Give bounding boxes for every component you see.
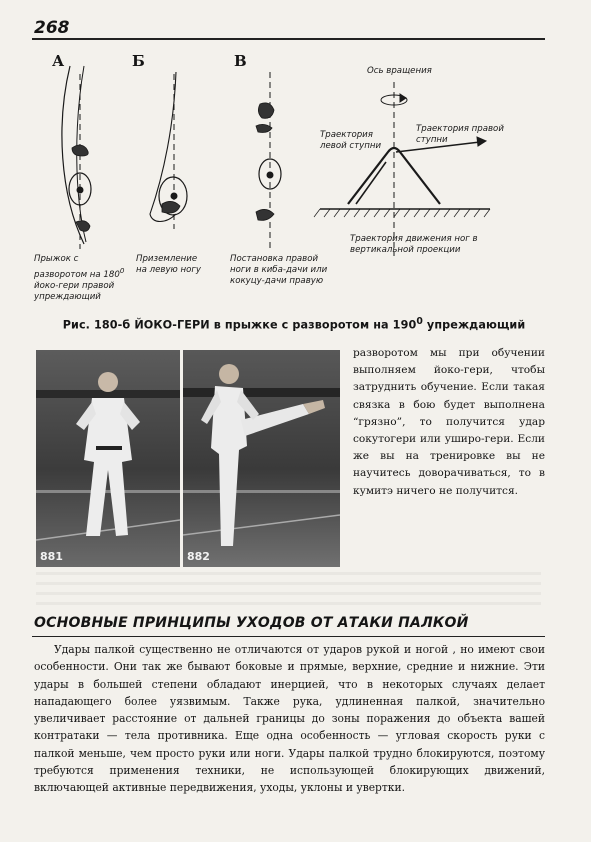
panel-b-caption xyxy=(136,254,232,276)
right-foot-trajectory-label xyxy=(416,124,504,146)
karate-stance-photo xyxy=(36,350,180,567)
rotation-axis-label: Ось вращения xyxy=(367,66,432,76)
panel-a-caption-text: разворотом на 180 xyxy=(34,269,120,280)
panel-b-caption-line: Приземление xyxy=(136,254,198,264)
panel-b-diagram xyxy=(150,72,187,229)
panel-a-caption xyxy=(34,254,130,303)
left-foot-trajectory-label xyxy=(320,130,381,152)
panel-b-caption-line: на левую ногу xyxy=(136,265,201,275)
photo-number: 882 xyxy=(187,550,210,563)
panel-a-caption-line: Прыжок с xyxy=(34,254,79,264)
section-rule xyxy=(32,636,545,637)
figure-180b xyxy=(34,44,554,324)
trajectory-diagram xyxy=(314,82,490,256)
side-paragraph: разворотом мы при обучении выполняем йоко-гери, чтобы затруднить обучение. Если такая связка в бою будет выполнена “грязно”, то получится удар сокутогери или уширо-гери. Если же вы на тренировке вы не научитесь доворачиваться, то в кумитэ ничего не получится. xyxy=(353,347,545,497)
panel-b-letter: Б xyxy=(132,52,145,70)
bleed-through-shadow xyxy=(36,572,541,610)
panel-a-caption-line: упреждающий xyxy=(34,291,101,302)
panel-v-caption xyxy=(230,254,336,287)
panel-v-caption-line: кокуцу-дачи правую xyxy=(230,276,324,286)
vertical-projection-line: вертикальной проекции xyxy=(350,245,461,255)
figure-caption-text: Рис. 180-б ЙОКО-ГЕРИ в прыжке с разворотом на 190 xyxy=(62,318,417,332)
page-number: 268 xyxy=(34,18,70,38)
section-title: ОСНОВНЫЕ ПРИНЦИПЫ УХОДОВ ОТ АТАКИ ПАЛКОЙ xyxy=(34,615,469,631)
panel-v-diagram xyxy=(256,72,281,249)
photo-881 xyxy=(36,350,180,567)
panel-v-caption-line: Постановка правой xyxy=(230,254,319,264)
panel-a-letter: А xyxy=(52,52,65,70)
right-foot-label-line: ступни xyxy=(416,135,448,145)
side-kick-photo xyxy=(183,350,340,567)
header-rule xyxy=(32,38,545,40)
degree-superscript: 0 xyxy=(119,266,125,275)
section-paragraph: Удары палкой существенно не отличаются от ударов рукой и ногой , но имеют свои особенности. Они так же бывают боковые и прямые, верхние, средние и нижние. Эти удары в большей степени обладают инерцией, что в некоторых случаях делает нападающего более уязвимым. Также рука, удлиненная палкой, значительно увеличивает расстояние от дальней границы до зоны поражения до объекта вашей контратаки — тела противника. Еще одна особенность — угловая скорость руки с палкой меньше, чем просто руки или ноги. Удары палкой трудно блокируются, поэтому требуются применения техники, не использующей блокирующих движений, включающей активные передвижения, уходы, уклоны и увертки. xyxy=(34,643,545,795)
photo-number: 881 xyxy=(40,550,63,563)
panel-a-diagram xyxy=(62,66,91,249)
figure-caption xyxy=(34,316,554,332)
panel-a-caption-line xyxy=(34,265,130,281)
photo-882 xyxy=(183,350,340,567)
panel-v-letter: В xyxy=(234,52,247,70)
panel-a-caption-line: йоко-гери правой xyxy=(34,280,115,291)
vertical-projection-line: Траектория движения ног в xyxy=(350,234,478,244)
left-foot-label-line: Траектория xyxy=(320,130,373,140)
panel-v-caption-line: ноги в киба-дачи или xyxy=(230,265,328,275)
figure-caption-tail: упреждающий xyxy=(422,318,526,332)
vertical-projection-label xyxy=(350,234,478,256)
left-foot-label-line: левой ступни xyxy=(320,141,382,151)
degree-superscript: 0 xyxy=(416,316,423,327)
right-foot-label-line: Траектория правой xyxy=(416,124,504,134)
